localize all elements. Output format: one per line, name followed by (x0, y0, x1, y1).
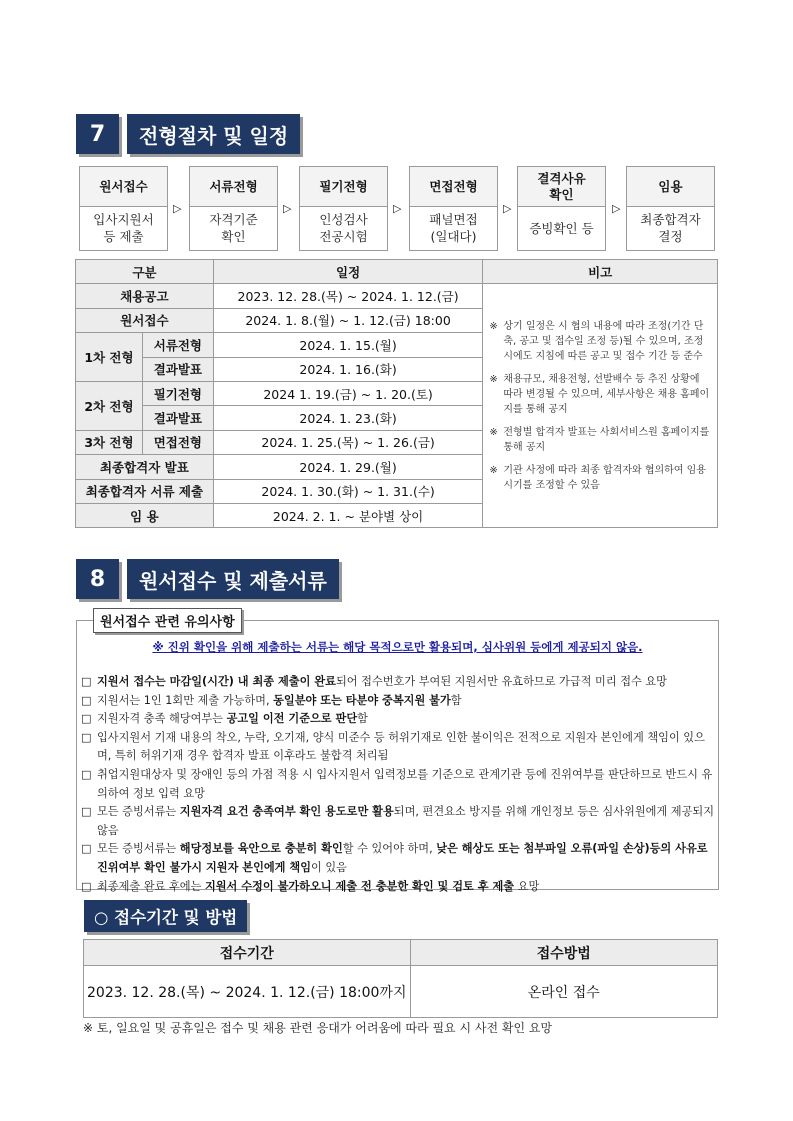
list-item: □ 지원서 접수는 마감일(시간) 내 최종 제출이 완료되어 접수번호가 부여된 지원서만 유효하므로 가급적 미리 접수 요망 (81, 673, 715, 692)
flow-step-desc: 패널면접 (일대다) (429, 212, 478, 244)
row-date: 2024. 1. 15.(월) (213, 333, 483, 357)
receipt-period: 2023. 12. 28.(목) ~ 2024. 1. 12.(금) 18:00까지 (84, 966, 411, 1018)
section-7-heading (76, 114, 300, 154)
row-group-label: 3차 전형 (76, 430, 143, 454)
checkbox-icon: □ (81, 842, 92, 856)
checkbox-icon: □ (81, 805, 92, 819)
section-title: 전형절차 및 일정 (127, 114, 300, 154)
flow-step-desc: 입사지원서 등 제출 (93, 212, 154, 244)
section-number: 7 (76, 114, 119, 154)
section-number: 8 (76, 559, 119, 599)
schedule-table (75, 259, 718, 528)
checkbox-icon: □ (81, 675, 92, 688)
row-label: 채용공고 (76, 284, 214, 308)
column-header: 접수기간 (84, 940, 411, 966)
checkbox-icon: □ (81, 767, 92, 781)
row-group-label: 2차 전형 (76, 381, 143, 430)
footnote: ※ 토, 일요일 및 공휴일은 접수 및 채용 관련 응대가 어려움에 따라 필요 시 사전 확인 요망 (83, 1021, 553, 1035)
process-flow (79, 166, 715, 251)
list-item: □ 모든 증빙서류는 해당정보를 육안으로 충분히 확인할 수 있어야 하며, 낮은 해상도 또는 첨부파일 오류(파일 손상)등의 사유로 진위여부 확인 불가시 지원자 본인에게 책임이 있음 (81, 840, 715, 877)
flow-arrow-icon: ▷ (393, 202, 402, 215)
flow-step-name: 필기전형 (300, 167, 387, 207)
flow-arrow-icon: ▷ (503, 202, 512, 215)
flow-arrow-icon: ▷ (283, 202, 292, 215)
section-title: 원서접수 및 제출서류 (127, 559, 339, 599)
row-date: 2024. 1. 30.(화) ~ 1. 31.(수) (213, 479, 483, 503)
flow-step (409, 166, 498, 251)
checkbox-icon: □ (81, 712, 92, 726)
row-label: 최종합격자 발표 (76, 455, 214, 479)
list-item: □ 지원자격 충족 해당여부는 공고일 이전 기준으로 판단함 (81, 710, 715, 729)
remarks-cell (483, 284, 718, 528)
row-label: 원서접수 (76, 308, 214, 332)
row-date: 2024. 2. 1. ~ 분야별 상이 (213, 503, 483, 527)
row-date: 2024. 1. 29.(월) (213, 455, 483, 479)
remark: ※ 기관 사정에 따라 최종 합격자와 협의하여 임용 시기를 조정할 수 있음 (489, 464, 706, 491)
row-date: 2024 1. 19.(금) ~ 1. 20.(토) (213, 381, 483, 405)
flow-arrow-icon: ▷ (173, 202, 182, 215)
receipt-heading: ○ 접수기간 및 방법 (84, 900, 247, 932)
flow-step-desc: 자격기준 확인 (209, 212, 258, 244)
flow-step-name: 면접전형 (410, 167, 497, 207)
list-item: □ 지원서는 1인 1회만 제출 가능하며, 동일분야 또는 타분야 중복지원 불가함 (81, 692, 715, 711)
flow-arrow-icon: ▷ (612, 202, 621, 215)
row-date: 2024. 1. 25.(목) ~ 1. 26.(금) (213, 430, 483, 454)
flow-step (79, 166, 168, 251)
receipt-table (83, 939, 718, 1018)
row-date: 2023. 12. 28.(목) ~ 2024. 1. 12.(금) (213, 284, 483, 308)
remark: ※ 전형별 합격자 발표는 사회서비스원 홈페이지를 통해 공지 (489, 426, 710, 453)
flow-step (189, 166, 278, 251)
flow-step-desc: 증빙확인 등 (529, 220, 594, 236)
flow-step-name: 서류전형 (190, 167, 277, 207)
list-item: □ 입사지원서 기재 내용의 착오, 누락, 오기재, 양식 미준수 등 허위기재로 인한 불이익은 전적으로 지원자 본인에게 책임이 있으며, 특히 허위기재 경우 합격자 발표 이후라도 불합격 처리됨 (81, 729, 715, 766)
column-header: 구분 (76, 260, 214, 284)
table-header-row (76, 260, 718, 284)
flow-step-name: 원서접수 (80, 167, 167, 207)
list-item: □ 취업지원대상자 및 장애인 등의 가점 적용 시 입사지원서 입력정보를 기준으로 관계기관 등에 진위여부를 판단하므로 반드시 유의하여 정보 입력 요망 (81, 766, 715, 803)
row-label: 임 용 (76, 503, 214, 527)
row-label: 최종합격자 서류 제출 (76, 479, 214, 503)
column-header: 접수방법 (410, 940, 718, 966)
checkbox-icon: □ (81, 730, 92, 744)
row-date: 2024. 1. 16.(화) (213, 357, 483, 381)
row-date: 2024. 1. 8.(월) ~ 1. 12.(금) 18:00 (213, 308, 483, 332)
flow-step-desc: 최종합격자 결정 (640, 212, 701, 244)
flow-step (517, 166, 606, 251)
list-item: □ 모든 증빙서류는 지원자격 요건 충족여부 확인 용도로만 활용되며, 편견요소 방지를 위해 개인정보 등은 심사위원에게 제공되지 않음 (81, 803, 715, 840)
flow-step-name: 임용 (627, 167, 714, 207)
notice-list (81, 673, 715, 896)
checkbox-icon: □ (81, 693, 92, 707)
flow-step-name: 결격사유 확인 (518, 167, 605, 207)
notice-box (76, 620, 719, 893)
notice-highlight: ※ 진위 확인을 위해 제출하는 서류는 해당 목적으로만 활용되며, 심사위원 등에게 제공되지 않음. (152, 640, 643, 654)
row-sub-label: 서류전형 (142, 333, 213, 357)
row-sub-label: 필기전형 (142, 381, 213, 405)
row-sub-label: 결과발표 (142, 357, 213, 381)
table-header-row (84, 940, 718, 966)
table-row (76, 284, 718, 308)
flow-step (626, 166, 715, 251)
remark: ※ 채용규모, 채용전형, 선발배수 등 추진 상황에 따라 변경될 수 있으며, 세부사항은 채용 홈페이지를 통해 공지 (489, 373, 710, 415)
row-sub-label: 결과발표 (142, 406, 213, 430)
remark: ※ 상기 일정은 시 협의 내용에 따라 조정(기간 단축, 공고 및 접수일 조정 등)될 수 있으며, 조정 시에도 지침에 따른 공고 및 접수 기간 등 준수 (489, 320, 704, 362)
checkbox-icon: □ (81, 879, 92, 893)
flow-step-desc: 인성검사 전공시험 (319, 212, 368, 244)
row-date: 2024. 1. 23.(화) (213, 406, 483, 430)
column-header: 일정 (213, 260, 483, 284)
table-row (84, 966, 718, 1018)
row-sub-label: 면접전형 (142, 430, 213, 454)
column-header: 비고 (483, 260, 718, 284)
flow-step (299, 166, 388, 251)
section-8-heading (76, 559, 339, 599)
list-item: □ 최종제출 완료 후에는 지원서 수정이 불가하오니 제출 전 충분한 확인 및 검토 후 제출 요망 (81, 878, 715, 897)
notice-tag: 원서접수 관련 유의사항 (93, 608, 242, 633)
row-group-label: 1차 전형 (76, 333, 143, 382)
receipt-method: 온라인 접수 (410, 966, 718, 1018)
